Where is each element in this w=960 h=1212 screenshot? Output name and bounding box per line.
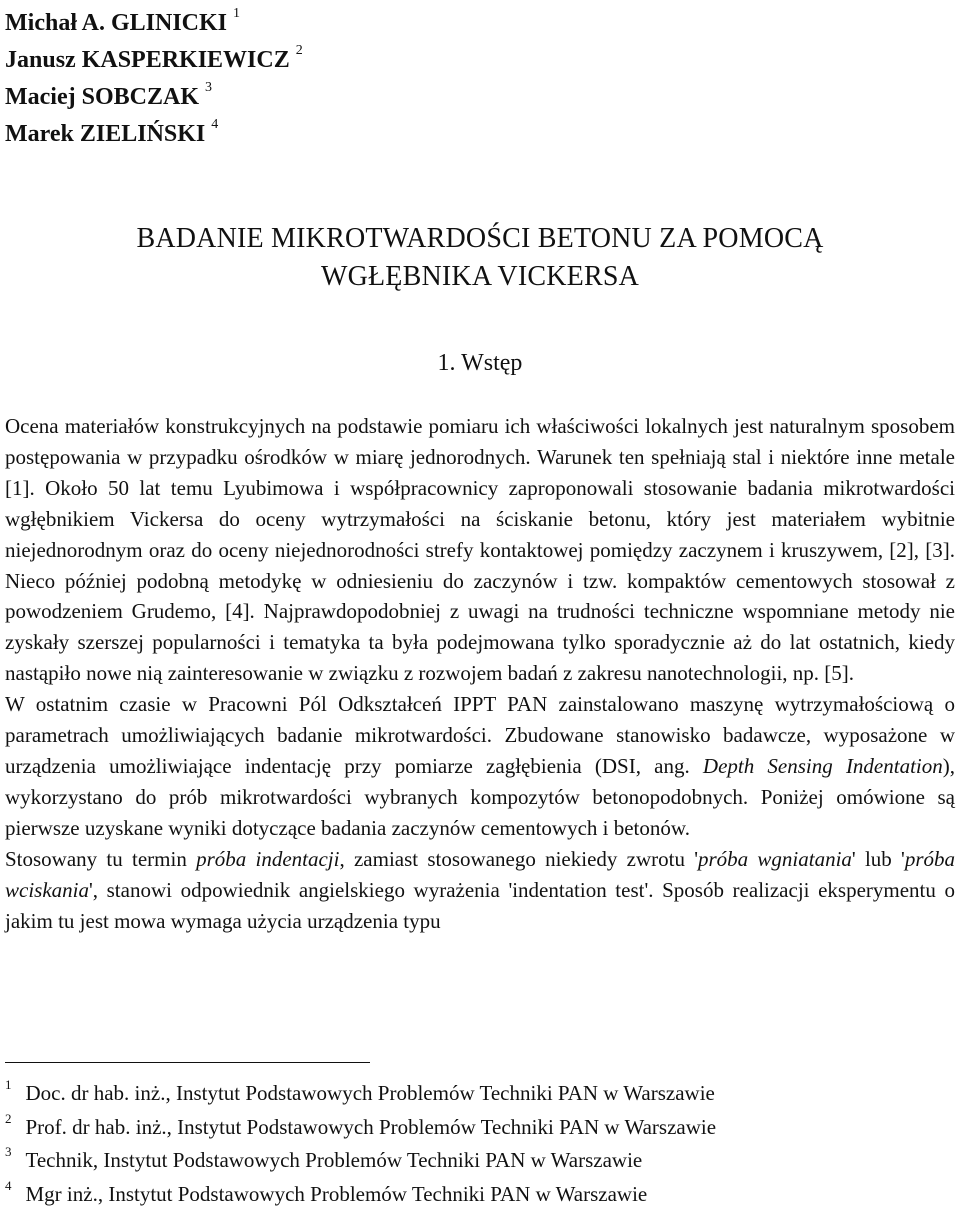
footnote bbox=[5, 1145, 716, 1179]
author-line bbox=[5, 113, 303, 150]
paragraph-text: , zamiast stosowanego niekiedy zwrotu ' bbox=[339, 847, 698, 871]
footnote bbox=[5, 1078, 716, 1112]
section-heading: 1. Wstęp bbox=[0, 347, 960, 379]
footnote-text: Technik, Instytut Podstawowych Problemów Techniki PAN w Warszawie bbox=[26, 1148, 643, 1172]
italic-term: próba indentacji bbox=[196, 847, 339, 871]
paragraph-text: ), wykorzystano do prób mikrotwardości wybranych kompozytów betonopodobnych. Poniżej omówione są pierwsze uzyskane wyniki dotyczące badania zaczynów cementowych i betonów. bbox=[5, 754, 955, 840]
paragraph-text: ' lub ' bbox=[852, 847, 905, 871]
footnote-mark: 1 bbox=[5, 1077, 12, 1092]
author-line bbox=[5, 2, 303, 39]
footnote-mark: 3 bbox=[5, 1144, 12, 1159]
author-name: Marek ZIELIŃSKI bbox=[5, 121, 205, 147]
footnote bbox=[5, 1179, 716, 1212]
italic-term: Depth Sensing Indentation bbox=[703, 754, 943, 778]
footnote-text: Doc. dr hab. inż., Instytut Podstawowych Problemów Techniki PAN w Warszawie bbox=[26, 1081, 715, 1105]
paragraph-text: Stosowany tu termin bbox=[5, 847, 196, 871]
author-footnote-mark: 2 bbox=[296, 43, 303, 58]
author-line bbox=[5, 39, 303, 76]
italic-term: próba wgniatania bbox=[698, 847, 852, 871]
paragraph bbox=[5, 411, 955, 689]
footnote-text: Prof. dr hab. inż., Instytut Podstawowych Problemów Techniki PAN w Warszawie bbox=[26, 1115, 717, 1139]
paragraph bbox=[5, 844, 955, 937]
author-name: Janusz KASPERKIEWICZ bbox=[5, 47, 290, 73]
author-line bbox=[5, 76, 303, 113]
author-footnote-mark: 1 bbox=[233, 6, 240, 21]
author-list bbox=[5, 2, 303, 150]
footnote-mark: 4 bbox=[5, 1178, 12, 1193]
paragraph-text: ', stanowi odpowiednik angielskiego wyrażenia 'indentation test'. Sposób realizacji eksperymentu o jakim tu jest mowa wymaga użycia urządzenia typu bbox=[5, 878, 955, 933]
footnote-mark: 2 bbox=[5, 1111, 12, 1126]
paragraph-text: W ostatnim czasie w Pracowni Pól Odkształceń IPPT PAN zainstalowano maszynę wytrzymałościową o parametrach umożliwiających badanie mikrotwardości. Zbudowane stanowisko badawcze, wyposażone w urządzenia umożliwiające indentację przy pomiarze zagłębienia (DSI, ang. bbox=[5, 692, 955, 778]
italic-term: próba wciskania bbox=[5, 847, 955, 902]
paper-title bbox=[0, 220, 960, 296]
paragraph-text: Ocena materiałów konstrukcyjnych na podstawie pomiaru ich właściwości lokalnych jest naturalnym sposobem postępowania w przypadku ośrodków w miarę jednorodnych. Warunek ten spełniają stal i niektóre inne metale [1]. Około 50 lat temu Lyubimowa i współpracownicy zaproponowali stosowanie badania mikrotwardości wgłębnikiem Vickersa do oceny wytrzymałości na ściskanie betonu, który jest materiałem wybitnie niejednorodnym oraz do oceny niejednorodności strefy kontaktowej pomiędzy zaczynem i kruszywem, [2], [3]. Nieco później podobną metodykę w odniesieniu do zaczynów i tzw. kompaktów cementowych stosował z powodzeniem Grudemo, [4]. Najprawdopodobniej z uwagi na trudności techniczne wspomniane metody nie zyskały szerszej popularności i tematyka ta była podejmowana tylko sporadycznie aż do lat ostatnich, kiedy nastąpiło nowe nią zainteresowanie w związku z rozwojem badań z zakresu nanotechnologii, np. [5]. bbox=[5, 414, 955, 685]
footnote-list bbox=[5, 1078, 716, 1212]
author-footnote-mark: 4 bbox=[211, 117, 218, 132]
paragraph bbox=[5, 689, 955, 844]
title-line: WGŁĘBNIKA VICKERSA bbox=[0, 258, 960, 296]
author-name: Maciej SOBCZAK bbox=[5, 84, 199, 110]
footnote-separator bbox=[5, 1062, 370, 1063]
body-text bbox=[5, 411, 955, 936]
author-footnote-mark: 3 bbox=[205, 80, 212, 95]
author-name: Michał A. GLINICKI bbox=[5, 10, 227, 36]
footnote-text: Mgr inż., Instytut Podstawowych Problemów Techniki PAN w Warszawie bbox=[26, 1182, 648, 1206]
title-line: BADANIE MIKROTWARDOŚCI BETONU ZA POMOCĄ bbox=[0, 220, 960, 258]
footnote bbox=[5, 1112, 716, 1146]
